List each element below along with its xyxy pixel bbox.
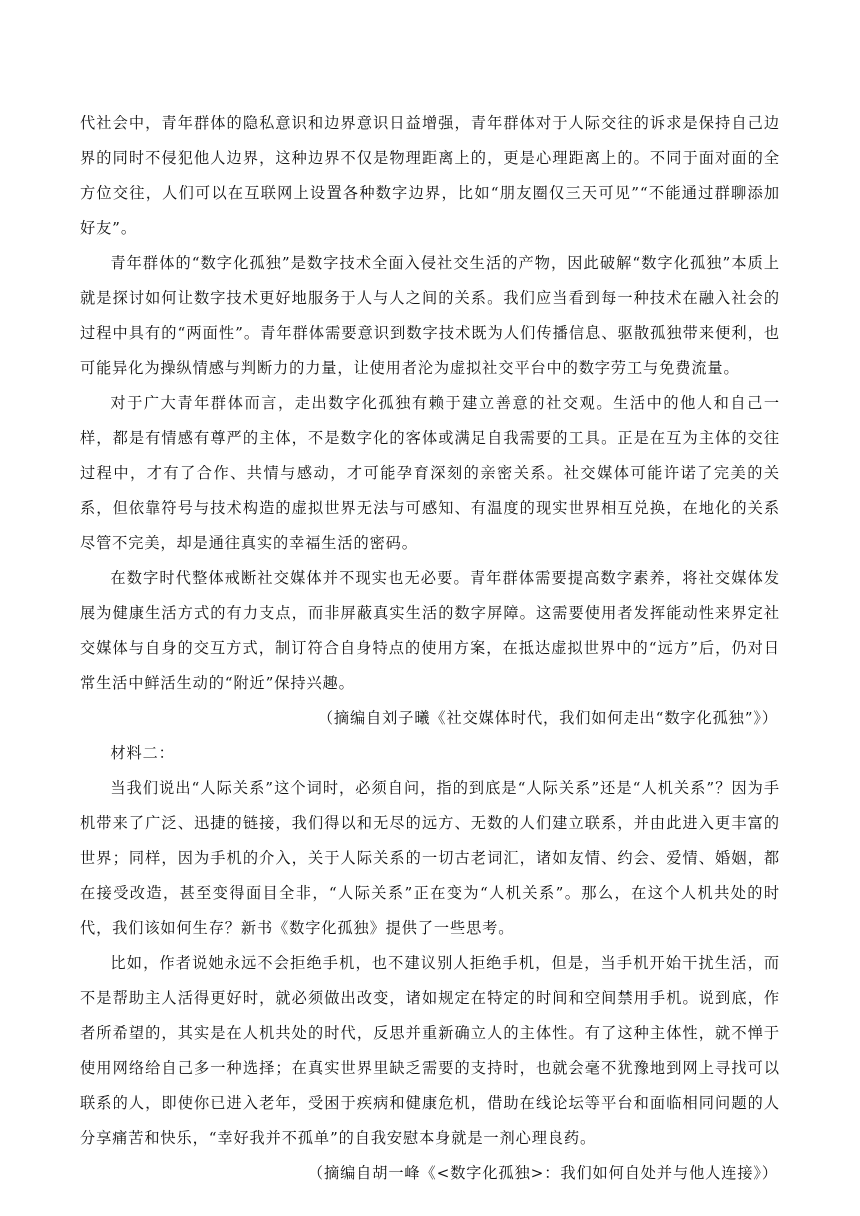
paragraph: 当我们说出“人际关系”这个词时，必须自问，指的到底是“人际关系”还是“人机关系”？因为手机带来了广泛、迅捷的链接，我们得以和无尽的远方、无数的人们建立联系，并由此进入更丰富的世界；同样，因为手机的介入，关于人际关系的一切古老词汇，诸如友情、约会、爱情、婚姻，都在接受改造，甚至变得面目全非，“人际关系”正在变为“人机关系”。那么，在这个人机共处的时代，我们该如何生存？新书《数字化孤独》提供了一些思考。 bbox=[80, 779, 780, 937]
section-heading: 材料二： bbox=[110, 744, 175, 762]
paragraph: 对于广大青年群体而言，走出数字化孤独有赖于建立善意的社交观。生活中的他人和自己一样，都是有情感有尊严的主体，不是数字化的客体或满足自我需要的工具。正是在互为主体的交往过程中，才有了合作、共情与感动，才可能孕育深刻的亲密关系。社交媒体可能许诺了完美的关系，但依靠符号与技术构造的虚拟世界无法与可感知、有温度的现实世界相互兑换，在地化的关系尽管不完美，却是通往真实的幸福生活的密码。 bbox=[80, 394, 780, 552]
document-page bbox=[80, 106, 780, 1191]
source-citation: （摘编自胡一峰《<数字化孤独>：我们如何自处并与他人连接》） bbox=[307, 1164, 778, 1182]
source-citation: （摘编自刘子曦《社交媒体时代，我们如何走出“数字化孤独”》） bbox=[317, 709, 778, 727]
paragraph: 在数字时代整体戒断社交媒体并不现实也无必要。青年群体需要提高数字素养，将社交媒体发展为健康生活方式的有力支点，而非屏蔽真实生活的数字屏障。这需要使用者发挥能动性来界定社交媒体与自身的交互方式，制订符合自身特点的使用方案，在抵达虚拟世界中的“远方”后，仍对日常生活中鲜活生动的“附近”保持兴趣。 bbox=[80, 569, 780, 692]
paragraph: 比如，作者说她永远不会拒绝手机，也不建议别人拒绝手机，但是，当手机开始干扰生活，而不是帮助主人活得更好时，就必须做出改变，诸如规定在特定的时间和空间禁用手机。说到底，作者所希望的，其实是在人机共处的时代，反思并重新确立人的主体性。有了这种主体性，就不惮于使用网络给自己多一种选择；在真实世界里缺乏需要的支持时，也就会毫不犹豫地到网上寻找可以联系的人，即使你已进入老年，受困于疾病和健康危机，借助在线论坛等平台和面临相同问题的人分享痛苦和快乐，“幸好我并不孤单”的自我安慰本身就是一剂心理良药。 bbox=[80, 954, 780, 1147]
paragraph: 青年群体的“数字化孤独”是数字技术全面入侵社交生活的产物，因此破解“数字化孤独”本质上就是探讨如何让数字技术更好地服务于人与人之间的关系。我们应当看到每一种技术在融入社会的过程中具有的“两面性”。青年群体需要意识到数字技术既为人们传播信息、驱散孤独带来便利，也可能异化为操纵情感与判断力的力量，让使用者沦为虚拟社交平台中的数字劳工与免费流量。 bbox=[80, 254, 780, 377]
paragraph: 代社会中，青年群体的隐私意识和边界意识日益增强，青年群体对于人际交往的诉求是保持自己边界的同时不侵犯他人边界，这种边界不仅是物理距离上的，更是心理距离上的。不同于面对面的全方位交往，人们可以在互联网上设置各种数字边界，比如“朋友圈仅三天可见”“不能通过群聊添加好友”。 bbox=[80, 114, 780, 237]
